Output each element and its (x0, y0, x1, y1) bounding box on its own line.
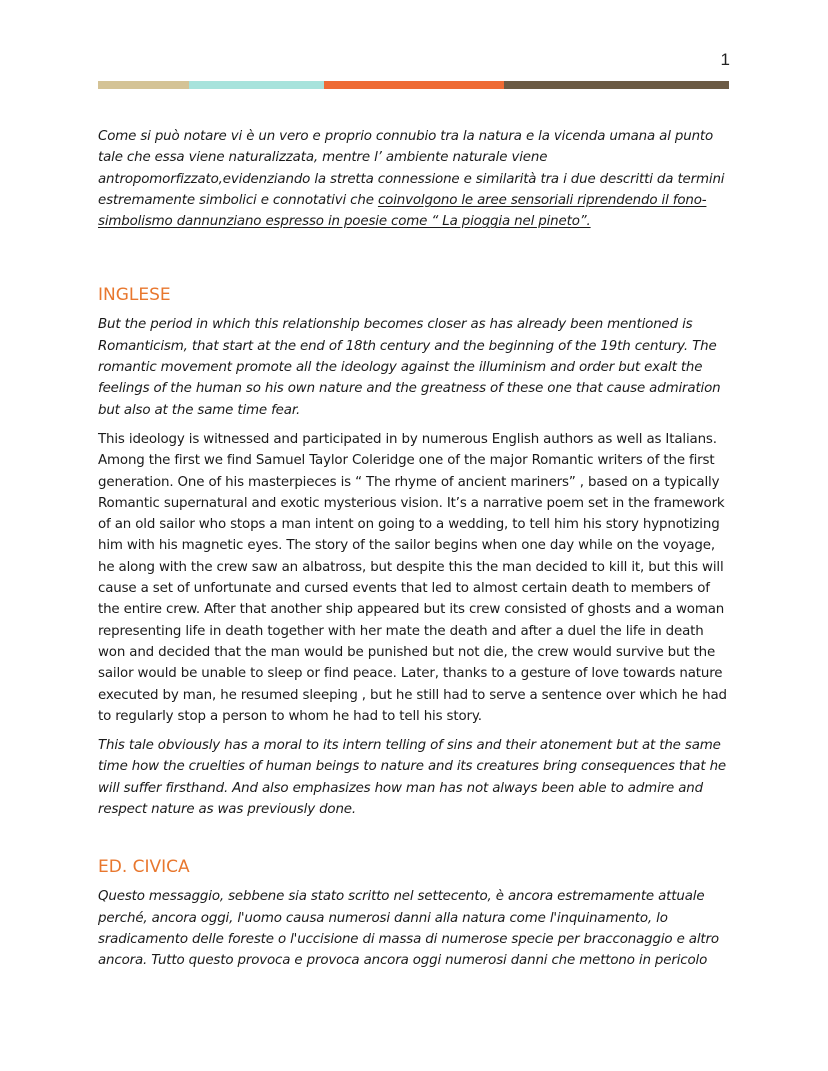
header-color-bar (98, 81, 729, 89)
page-number: 1 (720, 50, 730, 69)
color-bar-segment-orange (324, 81, 504, 89)
section-heading-ed-civica: ED. CIVICA (98, 857, 190, 878)
english-paragraph-1: But the period in which this relationship becomes closer as has already been mentioned is Romanticism, that start at the end of 18th century and the beginning of the 19th century. The romantic movement promote all the ideology against the illuminism and order but exalt the feelings of the human so his own nature and the greatness of these one that cause admiration but also at the same time fear. (98, 317, 721, 418)
color-bar-segment-brown (504, 81, 729, 89)
intro-paragraph (98, 126, 730, 232)
english-paragraph-3: This tale obviously has a moral to its intern telling of sins and their atonement but at the same time how the cruelties of human beings to nature and its creatures bring consequences that he will suffer firsthand. And also emphasizes how man has not always been able to admire and respect nature as was previously done. (98, 738, 726, 818)
color-bar-segment-aqua (189, 81, 324, 89)
intro-underlined-text: coinvolgono le aree sensoriali riprendendo il fono-simbolismo dannunziano espresso in poesie come “ La pioggia nel pineto”. (98, 192, 707, 230)
document-body (98, 126, 730, 972)
english-paragraph-2: This ideology is witnessed and participated in by numerous English authors as well as Italians. Among the first we find Samuel Taylor Coleridge one of the major Romantic writers of the first generation. One of his masterpieces is “ The rhyme of ancient mariners” , based on a typically Romantic supernatural and exotic mysterious vision. It’s a narrative poem set in the framework of an old sailor who stops a man intent on going to a wedding, to tell him his story hypnotizing him with his magnetic eyes. The story of the sailor begins when one day while on the voyage, he along with the crew saw an albatross, but despite this the man decided to kill it, but this will cause a set of unfortunate and cursed events that led to almost certain death to members of the entire crew. After that another ship appeared but its crew consisted of ghosts and a woman representing life in death together with her mate the death and after a duel the life in death won and decided that the man would be punished but not die, the crew would survive but the sailor would be unable to sleep or find peace. Later, thanks to a gesture of love towards nature executed by man, he resumed sleeping , but he still had to serve a sentence over which he had to regularly stop a person to whom he had to tell his story. (98, 431, 727, 724)
civics-paragraph-1: Questo messaggio, sebbene sia stato scritto nel settecento, è ancora estremamente attuale perché, ancora oggi, l'uomo causa numerosi danni alla natura come l'inquinamento, lo sradicamento delle foreste o l'uccisione di massa di numerose specie per bracconaggio e altro ancora. Tutto questo provoca e provoca ancora oggi numerosi danni che mettono in pericolo (98, 889, 719, 969)
color-bar-segment-beige (98, 81, 189, 89)
intro-text: Come si può notare vi è un vero e proprio connubio tra la natura e la vicenda umana al punto tale che essa viene naturalizzata, mentre l’ ambiente naturale viene antropomorfizzato,evidenziando la stretta connessione e similarità tra i due descritti da termini estremamente simbolici e connotativi che (98, 129, 725, 208)
section-heading-inglese: INGLESE (98, 285, 171, 306)
